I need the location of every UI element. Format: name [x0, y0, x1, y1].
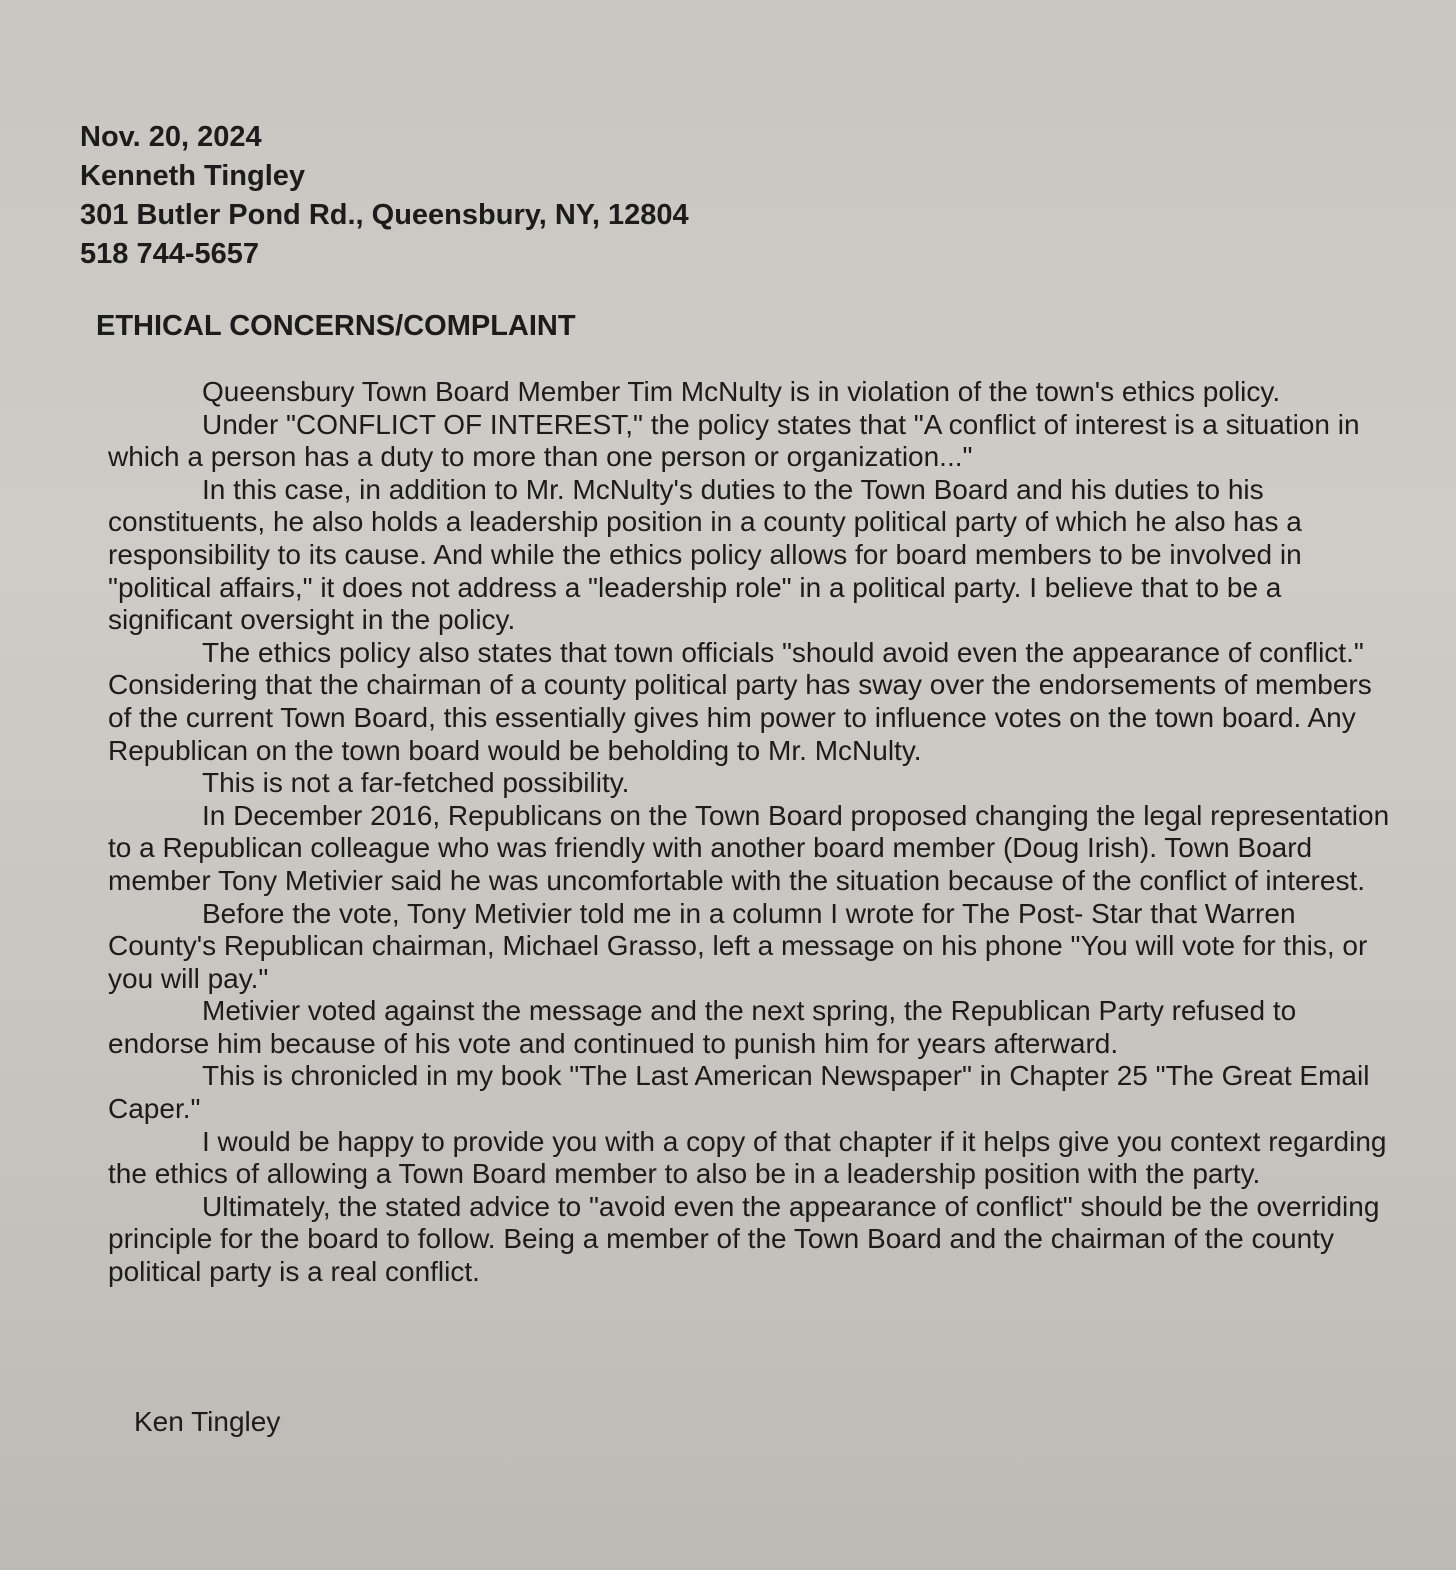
letter-header: [80, 118, 689, 274]
sender-address: 301 Butler Pond Rd., Queensbury, NY, 12804: [80, 199, 689, 231]
paragraph: This is not a far-fetched possibility.: [202, 767, 630, 799]
paragraph: I would be happy to provide you with a copy of that chapter if it helps give you context regarding the ethics of allowing a Town Board member to also be in a leadership position with the party.: [108, 1125, 1387, 1190]
letter-date: Nov. 20, 2024: [80, 121, 262, 153]
paragraph: In December 2016, Republicans on the Town Board proposed changing the legal representation to a Republican colleague who was friendly with another board member (Doug Irish). Town Board member Tony Metivier said he was uncomfortable with the situation because of the conflict of interest.: [108, 799, 1390, 896]
letter-body: [108, 376, 1398, 1289]
signature: Ken Tingley: [134, 1406, 281, 1437]
paragraph: Under "CONFLICT OF INTEREST," the policy states that "A conflict of interest is a situation in which a person has a duty to more than one person or organization...": [108, 408, 1360, 473]
paragraph: This is chronicled in my book "The Last American Newspaper" in Chapter 25 "The Great Email Caper.": [108, 1060, 1370, 1125]
paragraph: The ethics policy also states that town officials "should avoid even the appearance of conflict." Considering that the chairman of a county political party has sway over the endorsements of members of the current Town Board, this essentially gives him power to influence votes on the town board. Any Republican on the town board would be beholding to Mr. McNulty.: [108, 636, 1372, 766]
paragraph: Before the vote, Tony Metivier told me in a column I wrote for The Post- Star that Warren County's Republican chairman, Michael Grasso, left a message on his phone "You will vote for this, or you will pay.": [108, 897, 1368, 994]
sender-phone: 518 744-5657: [80, 238, 259, 270]
paragraph: Queensbury Town Board Member Tim McNulty is in violation of the town's ethics policy.: [202, 376, 1281, 407]
paragraph: In this case, in addition to Mr. McNulty's duties to the Town Board and his duties to his constituents, he also holds a leadership position in a county political party of which he also has a responsibility to its cause. And while the ethics policy allows for board members to be involved in "political affairs," it does not address a "leadership role" in a political party. I believe that to be a significant oversight in the policy.: [108, 473, 1302, 636]
sender-name: Kenneth Tingley: [80, 160, 306, 192]
letter-title: ETHICAL CONCERNS/COMPLAINT: [96, 310, 576, 342]
paragraph: Ultimately, the stated advice to "avoid even the appearance of conflict" should be the overriding principle for the board to follow. Being a member of the Town Board and the chairman of the county political party is a real conflict.: [108, 1190, 1380, 1288]
paragraph: Metivier voted against the message and the next spring, the Republican Party refused to endorse him because of his vote and continued to punish him for years afterward.: [108, 995, 1297, 1059]
